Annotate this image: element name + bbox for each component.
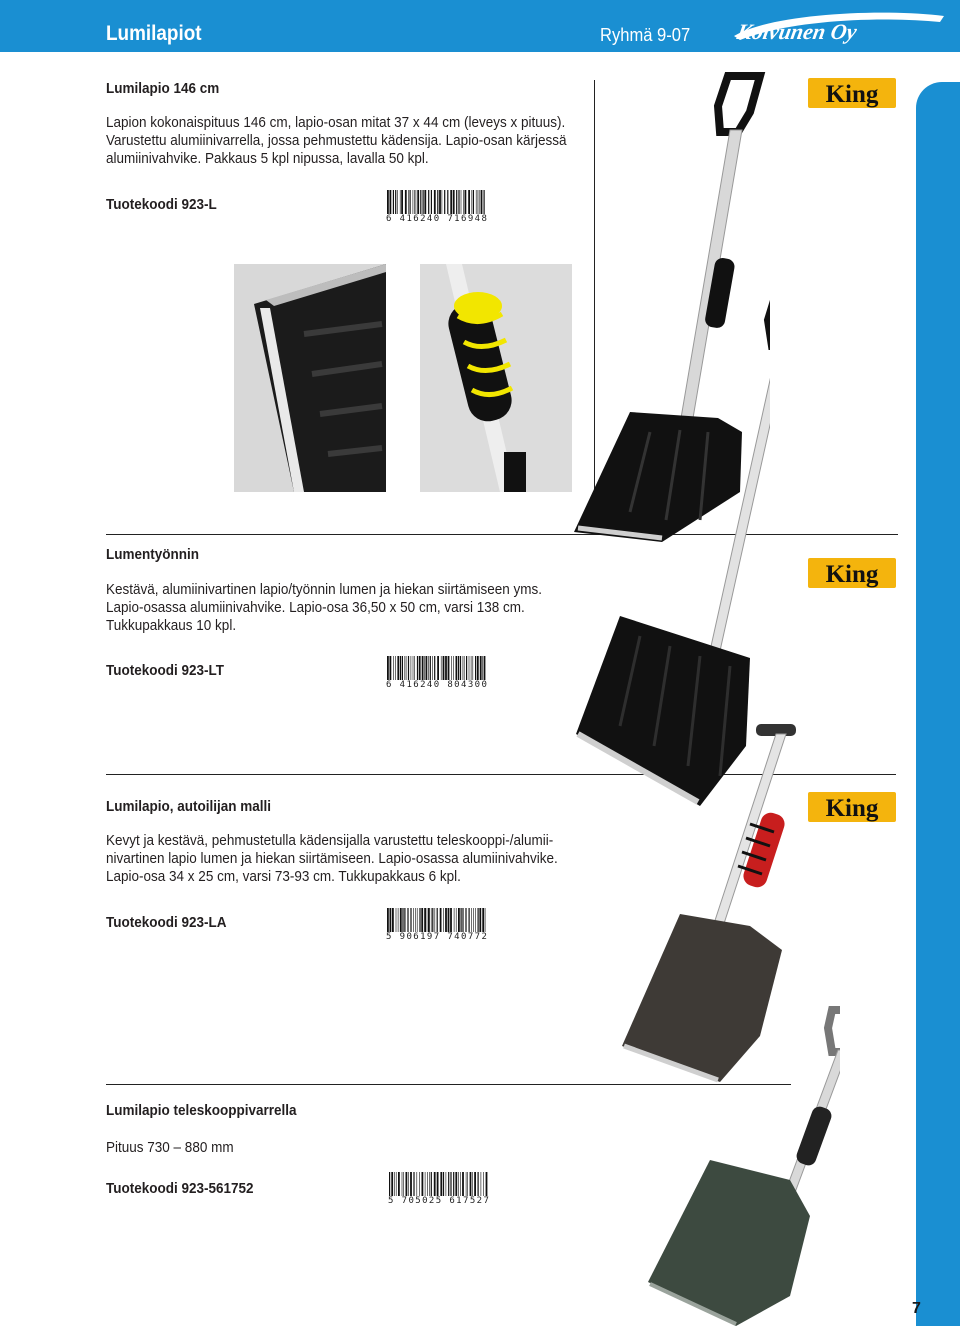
- product-section: [106, 798, 586, 886]
- barcode-bar: [390, 656, 392, 680]
- page-number: 7: [912, 1300, 921, 1317]
- telescopic-shovel-photo: [640, 1006, 840, 1326]
- barcode-bar: [450, 1172, 451, 1196]
- barcode-bar: [390, 190, 392, 214]
- barcode: [388, 1172, 491, 1208]
- barcode-bar: [448, 1172, 449, 1196]
- barcode-bar: [426, 656, 428, 680]
- divider: [106, 534, 898, 535]
- barcode-bar: [473, 190, 474, 214]
- barcode-bar: [478, 190, 479, 214]
- barcode-bar: [466, 656, 467, 680]
- barcode-bar: [411, 656, 412, 680]
- barcode-bar: [453, 656, 454, 680]
- barcode-bar: [394, 1172, 395, 1196]
- desc-line: Lapion kokonaispituus 146 cm, lapio-osan mitat 37 x 44 cm (leveys x pituus).: [106, 114, 566, 131]
- barcode-bar: [462, 908, 463, 932]
- barcode-bar: [471, 908, 472, 932]
- barcode-bar: [410, 1172, 412, 1196]
- king-brand-badge: [808, 78, 896, 108]
- barcode-bar: [485, 908, 486, 932]
- barcode-bar: [478, 1172, 479, 1196]
- barcode-bar: [462, 1172, 464, 1196]
- barcode-bar: [466, 908, 467, 932]
- barcode-bar: [431, 1172, 432, 1196]
- product-section: [106, 1102, 586, 1157]
- product-description: [106, 581, 542, 635]
- barcode-bar: [473, 908, 474, 932]
- barcode-bar: [417, 190, 419, 214]
- barcode-bar: [403, 1172, 404, 1196]
- barcode-bar: [387, 190, 389, 214]
- desc-line: Lapio-osa 34 x 25 cm, varsi 73-93 cm. Tukkupakkaus 6 kpl.: [106, 868, 461, 885]
- barcode-bar: [396, 908, 397, 932]
- barcode-number: 5 906197 740772: [386, 932, 489, 942]
- product-code: Tuotekoodi 923-561752: [106, 1180, 254, 1197]
- barcode-bar: [475, 656, 476, 680]
- barcode-bar: [474, 1172, 476, 1196]
- barcode-bar: [402, 1172, 403, 1196]
- barcode-bar: [434, 190, 436, 214]
- desc-line: Pituus 730 – 880 mm: [106, 1139, 234, 1156]
- barcode-bar: [424, 190, 426, 214]
- barcode-bar: [465, 190, 467, 214]
- barcode-bar: [450, 190, 452, 214]
- barcode-bar: [484, 656, 486, 680]
- barcode-bar: [453, 1172, 454, 1196]
- barcode-bar: [419, 908, 420, 932]
- barcode-bar: [469, 656, 470, 680]
- barcode-bar: [472, 190, 473, 214]
- product-title: Lumilapio, autoilijan malli: [106, 798, 272, 815]
- barcode-bar: [429, 1172, 430, 1196]
- barcode-bar: [455, 1172, 457, 1196]
- barcode-bar: [443, 1172, 444, 1196]
- barcode-bar: [406, 1172, 408, 1196]
- barcode-bar: [479, 190, 480, 214]
- barcode-bar: [446, 1172, 447, 1196]
- barcode-bar: [437, 190, 438, 214]
- barcode-bar: [456, 908, 457, 932]
- barcode-bar: [414, 656, 415, 680]
- barcode-bar: [387, 908, 389, 932]
- barcode-bar: [398, 1172, 400, 1196]
- barcode-bar: [400, 190, 401, 214]
- barcode-bar: [476, 190, 477, 214]
- barcode-bar: [421, 908, 423, 932]
- barcode-bar: [424, 656, 425, 680]
- barcode-bar: [466, 1172, 467, 1196]
- barcode-bar: [447, 190, 448, 214]
- barcode-bar: [454, 908, 455, 932]
- barcode-bar: [397, 190, 398, 214]
- barcode-bar: [427, 908, 428, 932]
- svg-text:King: King: [825, 561, 879, 588]
- barcode-bar: [443, 908, 444, 932]
- barcode-bar: [458, 908, 460, 932]
- grip-detail-photo: [420, 264, 572, 492]
- svg-text:King: King: [825, 795, 879, 822]
- barcode-bar: [404, 908, 405, 932]
- page-title: Lumilapiot: [106, 22, 202, 45]
- barcode-bars: [386, 908, 486, 932]
- product-title: Lumilapio 146 cm: [106, 80, 220, 97]
- barcode-number: 5 705025 617527: [388, 1196, 491, 1206]
- product-title: Lumentyönnin: [106, 546, 199, 563]
- barcode-bars: [388, 1172, 488, 1196]
- desc-line: Tukkupakkaus 10 kpl.: [106, 617, 237, 634]
- barcode-bar: [407, 908, 408, 932]
- barcode-bar: [423, 190, 424, 214]
- barcode-bars: [386, 190, 486, 214]
- barcode-bar: [402, 908, 403, 932]
- barcode-bar: [471, 656, 472, 680]
- barcode-bar: [458, 656, 459, 680]
- barcode-bar: [453, 190, 455, 214]
- product-code: Tuotekoodi 923-LT: [106, 662, 225, 679]
- barcode-bar: [478, 908, 479, 932]
- side-tab: [916, 82, 960, 1326]
- product-section: [106, 80, 586, 168]
- barcode-bar: [439, 190, 441, 214]
- barcode-bar: [448, 908, 450, 932]
- barcode-bar: [482, 656, 483, 680]
- barcode-bar: [458, 1172, 459, 1196]
- barcode-bar: [456, 656, 458, 680]
- barcode-bar: [422, 1172, 424, 1196]
- barcode-bar: [401, 190, 403, 214]
- barcode-bar: [416, 190, 417, 214]
- barcode-bar: [477, 656, 479, 680]
- barcode-bar: [473, 656, 474, 680]
- barcode-bar: [420, 190, 421, 214]
- barcode-bar: [464, 656, 465, 680]
- barcode-bar: [391, 1172, 393, 1196]
- barcode-bar: [434, 656, 435, 680]
- barcode-bar: [402, 656, 403, 680]
- barcode-bar: [427, 1172, 428, 1196]
- barcode-bar: [486, 1172, 488, 1196]
- barcode-bar: [481, 190, 483, 214]
- barcode-bar: [461, 190, 462, 214]
- barcode-bar: [398, 908, 399, 932]
- barcode-bar: [448, 656, 450, 680]
- product-code: Tuotekoodi 923-L: [106, 196, 217, 213]
- barcode: [386, 656, 489, 692]
- barcode-bar: [410, 908, 411, 932]
- barcode-bar: [413, 1172, 414, 1196]
- barcode-bar: [413, 908, 414, 932]
- barcode-bar: [445, 656, 447, 680]
- desc-line: Varustettu alumiinivarrella, jossa pehmustettu kädensija. Lapio-osan kärjessä: [106, 132, 567, 149]
- barcode: [386, 190, 489, 226]
- barcode-bar: [442, 190, 443, 214]
- barcode-bar: [392, 908, 394, 932]
- product-section: [106, 546, 586, 635]
- barcode-bar: [481, 1172, 482, 1196]
- barcode-bar: [413, 190, 414, 214]
- barcode-number: 6 416240 716948: [386, 214, 489, 224]
- desc-line: Kestävä, alumiinivartinen lapio/työnnin lumen ja hiekan siirtämiseen yms.: [106, 581, 542, 598]
- barcode: [386, 908, 489, 944]
- page-header: [0, 0, 960, 52]
- product-code: Tuotekoodi 923-LA: [106, 914, 227, 931]
- barcode-bar: [414, 190, 415, 214]
- svg-text:King: King: [825, 81, 879, 108]
- barcode-bar: [470, 1172, 472, 1196]
- barcode-bar: [440, 908, 442, 932]
- barcode-bar: [413, 656, 414, 680]
- barcode-bar: [408, 656, 409, 680]
- barcode-bar: [419, 1172, 420, 1196]
- barcode-bar: [422, 656, 424, 680]
- king-brand-badge: [808, 558, 896, 588]
- barcode-bar: [444, 190, 445, 214]
- barcode-bar: [450, 908, 452, 932]
- barcode-bar: [400, 656, 401, 680]
- barcode-bar: [441, 656, 442, 680]
- barcode-bar: [390, 908, 392, 932]
- barcode-bar: [483, 1172, 484, 1196]
- barcode-bar: [460, 1172, 461, 1196]
- barcode-bar: [472, 1172, 473, 1196]
- barcode-bar: [387, 656, 389, 680]
- barcode-bar: [408, 1172, 409, 1196]
- barcode-bar: [393, 190, 394, 214]
- barcode-bar: [417, 1172, 418, 1196]
- desc-line: Kevyt ja kestävä, pehmustetulla kädensijalla varustettu teleskooppi-/alumii-: [106, 832, 554, 849]
- barcode-bar: [395, 190, 396, 214]
- barcode-bar: [456, 190, 457, 214]
- barcode-bar: [434, 1172, 436, 1196]
- barcode-bar: [428, 908, 430, 932]
- barcode-bar: [396, 1172, 397, 1196]
- barcode-bar: [445, 908, 447, 932]
- barcode-number: 6 416240 804300: [386, 680, 489, 690]
- barcode-bar: [415, 908, 416, 932]
- barcode-bar: [479, 908, 481, 932]
- barcode-bar: [397, 656, 399, 680]
- product-description: [106, 832, 558, 886]
- barcode-bar: [480, 656, 482, 680]
- barcode-bar: [408, 190, 409, 214]
- desc-line: Lapio-osassa alumiinivahvike. Lapio-osa 36,50 x 50 cm, varsi 138 cm.: [106, 599, 525, 616]
- barcode-bar: [437, 908, 438, 932]
- barcode-bar: [405, 190, 407, 214]
- desc-line: alumiinivahvike. Pakkaus 5 kpl nipussa, lavalla 50 kpl.: [106, 150, 429, 167]
- barcode-bar: [440, 1172, 442, 1196]
- desc-line: nivartinen lapio lumen ja hiekan siirtämiseen. Lapio-osassa alumiinivahvike.: [106, 850, 558, 867]
- barcode-bar: [395, 656, 396, 680]
- barcode-bar: [393, 656, 394, 680]
- svg-text:Koivunen Oy: Koivunen Oy: [735, 19, 859, 44]
- barcode-bar: [428, 656, 429, 680]
- barcode-bar: [389, 1172, 390, 1196]
- product-description: [106, 114, 567, 168]
- barcode-bar: [469, 908, 470, 932]
- product-title: Lumilapio teleskooppivarrella: [106, 1102, 297, 1119]
- barcode-bar: [432, 656, 433, 680]
- barcode-bar: [468, 190, 470, 214]
- barcode-bar: [417, 656, 418, 680]
- barcode-bar: [467, 1172, 468, 1196]
- barcode-bar: [461, 908, 462, 932]
- barcode-bar: [451, 656, 452, 680]
- group-label: Ryhmä 9-07: [600, 25, 691, 45]
- barcode-bar: [482, 908, 484, 932]
- barcode-bar: [405, 656, 406, 680]
- barcode-bar: [443, 656, 445, 680]
- barcode-bar: [417, 908, 418, 932]
- barcode-bar: [424, 908, 426, 932]
- barcode-bar: [431, 190, 432, 214]
- barcode-bar: [463, 656, 464, 680]
- barcode-bar: [475, 908, 476, 932]
- barcode-bars: [386, 656, 486, 680]
- barcode-bar: [400, 908, 402, 932]
- barcode-bar: [419, 656, 421, 680]
- barcode-bar: [408, 908, 409, 932]
- barcode-bar: [431, 908, 432, 932]
- barcode-bar: [410, 190, 411, 214]
- barcode-bar: [406, 656, 407, 680]
- barcode-bar: [435, 908, 436, 932]
- barcode-bar: [432, 908, 433, 932]
- barcode-bar: [460, 656, 461, 680]
- king-brand-badge: [808, 792, 896, 822]
- barcode-bar: [458, 190, 459, 214]
- barcode-bar: [437, 656, 439, 680]
- barcode-bar: [463, 190, 464, 214]
- barcode-bar: [430, 656, 431, 680]
- barcode-bar: [484, 190, 485, 214]
- barcode-bar: [437, 1172, 439, 1196]
- barcode-bar: [428, 190, 429, 214]
- blade-detail-photo: [234, 264, 386, 492]
- barcode-bar: [425, 1172, 426, 1196]
- product-description: [106, 1139, 538, 1157]
- koivunen-logo: [730, 6, 955, 48]
- barcode-bar: [465, 908, 466, 932]
